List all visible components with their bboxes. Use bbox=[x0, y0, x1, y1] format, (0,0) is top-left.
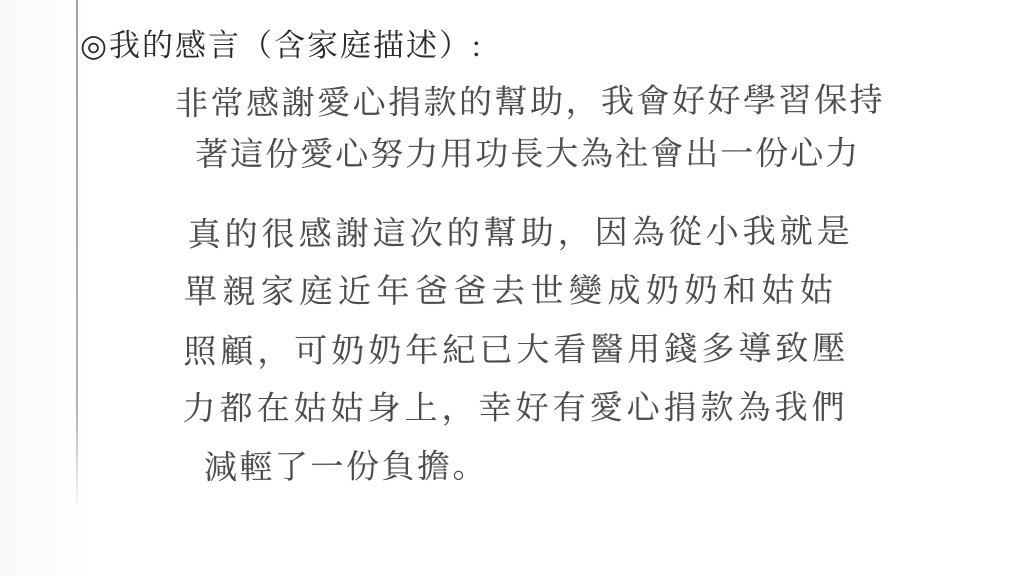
handwritten-line: 真的很感謝這次的幫助，因為從小我就是 bbox=[187, 211, 854, 254]
handwritten-line: 照顧，可奶奶年紀已大看醫用錢多導致壓 bbox=[183, 328, 850, 371]
handwritten-line: 力都在姑姑身上，幸好有愛心捐款為我們 bbox=[182, 387, 849, 428]
section-header-printed: ◎我的感言（含家庭描述）: bbox=[80, 28, 483, 63]
handwritten-line: 非常感謝愛心捐款的幫助，我會好好學習保持 bbox=[174, 80, 886, 123]
handwritten-line: 單親家庭近年爸爸去世變成奶奶和姑姑 bbox=[183, 270, 839, 311]
handwritten-line: 減輕了一份負擔。 bbox=[203, 446, 489, 487]
handwritten-line: 著這份愛心努力用功長大為社會出一份心力 bbox=[195, 133, 861, 174]
